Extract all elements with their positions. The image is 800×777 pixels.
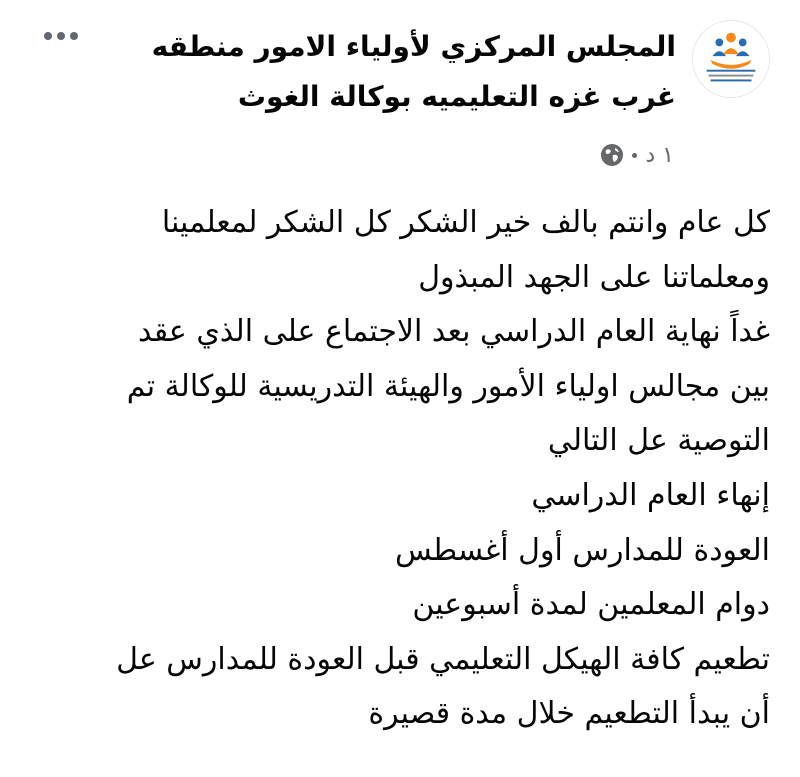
globe-icon[interactable] (600, 143, 624, 167)
post-body-line: العودة للمدارس أول أغسطس (395, 532, 770, 568)
more-dot-icon (70, 32, 78, 40)
post-body-line: التوصية عل التالي (547, 423, 770, 459)
separator-dot (632, 153, 637, 158)
post-body-line: كل عام وانتم بالف خير الشكر كل الشكر لمعلمينا (161, 205, 770, 240)
post-body-line: غداً نهاية العام الدراسي بعد الاجتماع على الذي عقد (137, 314, 770, 350)
post-body-line: تطعيم كافة الهيكل التعليمي قبل العودة للمدارس عل (116, 641, 770, 677)
more-dot-icon (44, 32, 52, 40)
more-options-button[interactable] (38, 24, 84, 48)
more-dot-icon (57, 32, 65, 40)
page-name-link[interactable]: المجلس المركزي لأولياء الامور منطقه غرب غزه التعليميه بوكالة الغوث (151, 30, 676, 113)
post-body-line: بين مجالس اولياء الأمور والهيئة التدريسية للوكالة تم (126, 368, 770, 404)
post-body-line: إنهاء العام الدراسي (531, 477, 770, 513)
post-body-line: دوام المعلمين لمدة أسبوعين (412, 587, 770, 623)
post-timestamp[interactable]: ١ د (645, 142, 674, 168)
council-logo-icon (693, 21, 769, 97)
post-meta (600, 140, 674, 170)
post-body (25, 196, 770, 742)
post-body-line: أن يبدأ التطعيم خلال مدة قصيرة (368, 696, 770, 732)
post-body-line: ومعلماتنا على الجهد المبذول (418, 259, 770, 295)
page-avatar[interactable] (692, 20, 770, 98)
